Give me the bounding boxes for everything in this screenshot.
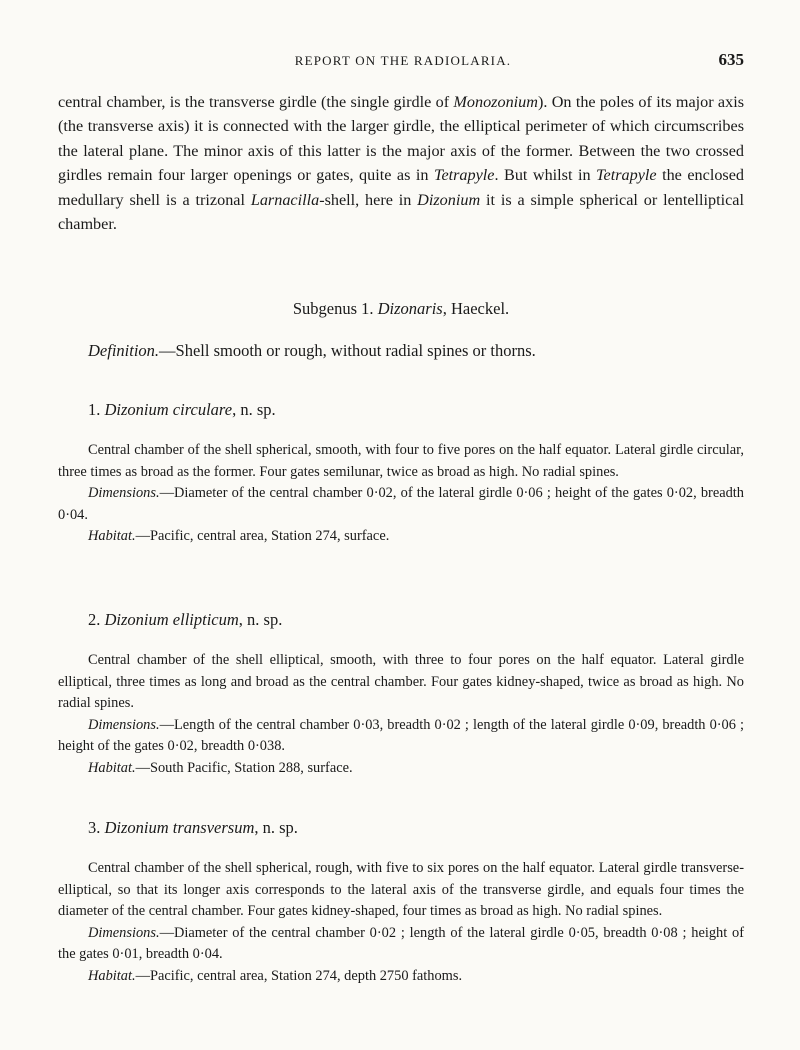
subgenus-prefix: Subgenus 1. bbox=[292, 299, 378, 318]
species-habitat bbox=[58, 966, 744, 988]
running-header bbox=[58, 50, 748, 72]
habitat-label: Habitat. bbox=[88, 759, 136, 776]
species-dimensions bbox=[58, 923, 744, 966]
species-name: Dizonium transversum bbox=[104, 818, 255, 837]
habitat-text: —South Pacific, Station 288, surface. bbox=[135, 759, 353, 776]
intro-text: central chamber, is the transverse girdle (the single girdle of bbox=[58, 93, 454, 111]
species-dimensions bbox=[58, 715, 744, 758]
genus-name: Monozonium bbox=[453, 93, 538, 111]
habitat-text: —Pacific, central area, Station 274, depth 2750 fathoms. bbox=[135, 967, 463, 984]
dimensions-text: —Diameter of the central chamber 0·02, of the lateral girdle 0·06 ; height of the gates 0·02, breadth 0·04. bbox=[58, 485, 744, 523]
intro-paragraph bbox=[58, 90, 744, 236]
intro-text: ). On the poles of its major axis (the transverse axis) it is connected with the larger girdle, the elliptical perimeter of which circumscribes the lateral plane. The minor axis of this latter is the major axis of the former. Between the two crossed girdles remain four larger openings or gates, quite as in bbox=[58, 93, 745, 185]
definition bbox=[88, 341, 744, 361]
species-heading bbox=[88, 610, 282, 630]
definition-label: Definition. bbox=[88, 341, 160, 360]
habitat-label: Habitat. bbox=[88, 528, 136, 544]
species-suffix: , n. sp. bbox=[238, 610, 283, 629]
species-dimensions bbox=[58, 483, 744, 526]
species-description: Central chamber of the shell elliptical, smooth, with three to four pores on the half equator. Lateral girdle elliptical, three times as long and broad as the central chamber. Four gates kidney-shaped, twice as broad as high. No radial spines. bbox=[58, 652, 744, 711]
subgenus-suffix: , Haeckel. bbox=[442, 299, 510, 318]
species-habitat bbox=[58, 526, 744, 548]
dimensions-label: Dimensions. bbox=[88, 716, 160, 733]
subgenus-heading bbox=[58, 299, 744, 319]
page-number: 635 bbox=[718, 50, 744, 69]
running-title: REPORT ON THE RADIOLARIA. bbox=[294, 53, 512, 68]
species-heading bbox=[88, 400, 276, 420]
definition-text: —Shell smooth or rough, without radial spines or thorns. bbox=[159, 341, 536, 360]
habitat-label: Habitat. bbox=[88, 967, 136, 984]
genus-name: Tetrapyle bbox=[433, 166, 495, 185]
intro-text: the enclosed medullary shell is a trizonal bbox=[58, 166, 744, 209]
species-heading bbox=[88, 818, 298, 838]
intro-text: . But whilst in bbox=[494, 166, 597, 185]
habitat-text: —Pacific, central area, Station 274, surface. bbox=[135, 528, 390, 544]
species-number: 3. bbox=[88, 818, 105, 837]
species-description: Central chamber of the shell spherical, smooth, with four to five pores on the half equator. Lateral girdle circular, three times as broad as the former. Four gates semilunar, twice as broad as high. No radial spines. bbox=[58, 442, 744, 480]
species-entry bbox=[58, 650, 744, 779]
species-entry bbox=[58, 440, 744, 548]
dimensions-text: —Length of the central chamber 0·03, breadth 0·02 ; length of the lateral girdle 0·09, breadth 0·06 ; height of the gates 0·02, breadth 0·038. bbox=[58, 716, 744, 754]
intro-text: -shell, here in bbox=[319, 190, 418, 209]
dimensions-label: Dimensions. bbox=[88, 485, 160, 501]
species-entry bbox=[58, 858, 744, 987]
species-number: 1. bbox=[88, 400, 105, 419]
species-habitat bbox=[58, 758, 744, 780]
genus-name: Dizonium bbox=[417, 190, 481, 209]
species-name: Dizonium circulare bbox=[104, 400, 233, 419]
species-number: 2. bbox=[88, 610, 105, 629]
species-name: Dizonium ellipticum bbox=[104, 610, 239, 629]
dimensions-label: Dimensions. bbox=[88, 924, 160, 941]
genus-name: Tetrapyle bbox=[596, 166, 657, 185]
genus-name: Larnacilla bbox=[250, 190, 320, 209]
species-suffix: , n. sp. bbox=[254, 818, 298, 837]
species-suffix: , n. sp. bbox=[232, 400, 276, 419]
subgenus-name: Dizonaris bbox=[377, 299, 443, 318]
dimensions-text: —Diameter of the central chamber 0·02 ; length of the lateral girdle 0·05, breadth 0·08 ; height of the gates 0·01, breadth 0·04. bbox=[58, 924, 744, 962]
species-description: Central chamber of the shell spherical, rough, with five to six pores on the half equator. Lateral girdle transverse-elliptical, so that its longer axis corresponds to the lateral axis of the transverse girdle, and equals four times the diameter of the central chamber. Four gates kidney-shaped, four times as broad as high. No radial spines. bbox=[58, 860, 744, 919]
intro-text: it is a simple spherical or lentelliptical chamber. bbox=[58, 190, 744, 234]
